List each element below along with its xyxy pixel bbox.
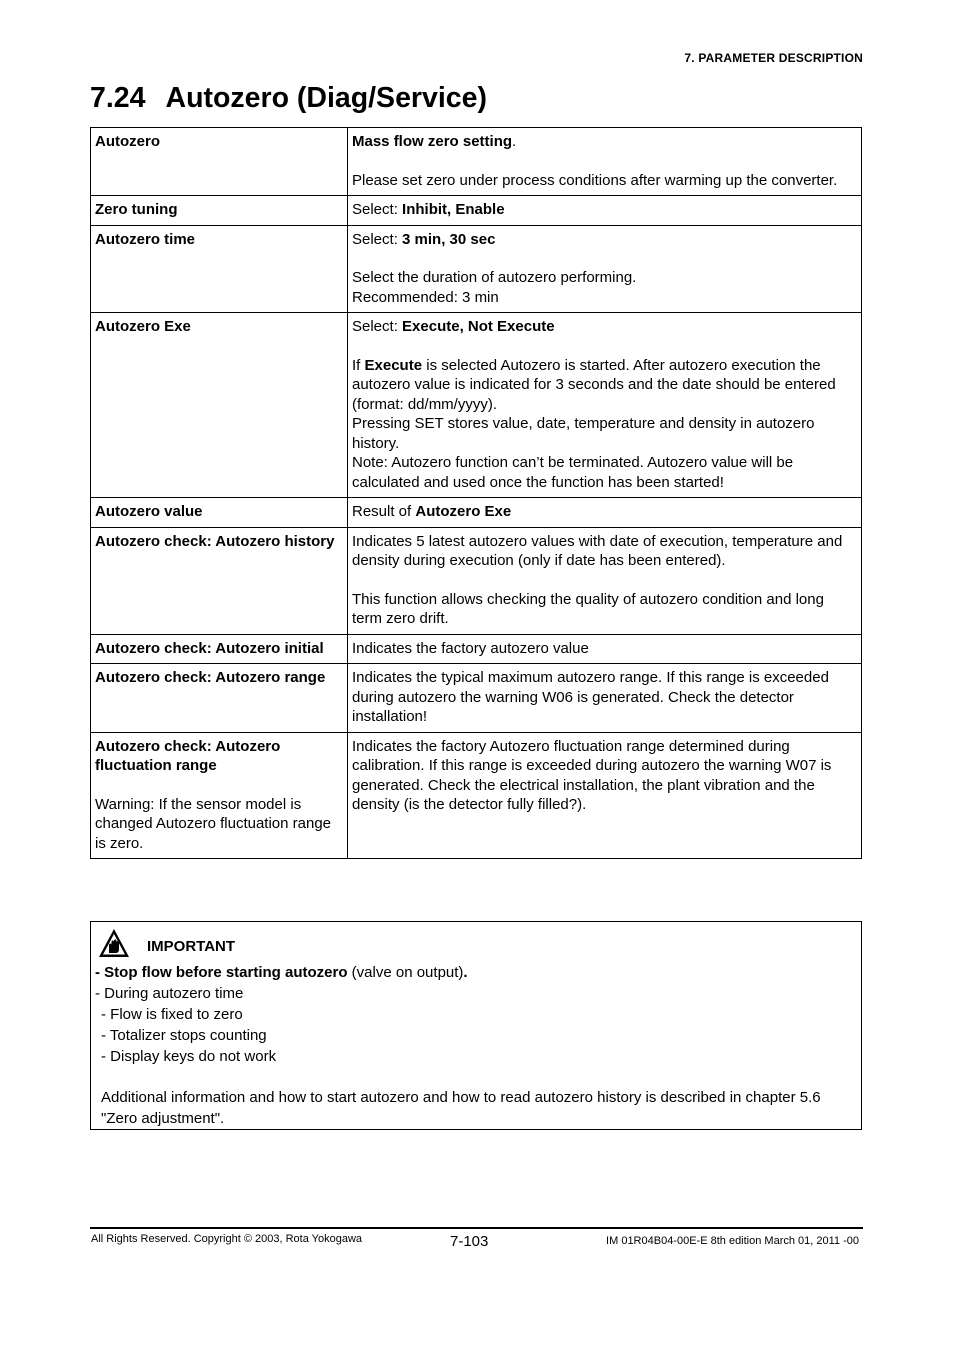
important-text: . — [463, 964, 468, 981]
section-title — [90, 82, 487, 115]
footer-document-id: IM 01R04B04-00E-E 8th edition March 01, 2011 -00 — [606, 1235, 859, 1247]
param-description — [348, 196, 862, 226]
param-desc-text: Indicates the factory autozero value — [352, 639, 589, 657]
param-desc-bold: Autozero Exe — [415, 503, 512, 520]
param-description — [348, 664, 862, 733]
param-desc-bold: Execute — [364, 356, 423, 374]
param-name: Autozero Exe — [91, 313, 348, 498]
table-row — [91, 527, 862, 634]
param-desc-bold: Inhibit, Enable — [402, 201, 505, 218]
param-desc-text: Select: — [352, 201, 403, 218]
param-description — [348, 732, 862, 859]
param-desc-text: Recommended: 3 min — [352, 288, 499, 306]
param-desc-text: Select: — [352, 318, 403, 335]
important-bold-line: - Stop flow before starting autozero — [95, 964, 348, 981]
table-row — [91, 313, 862, 498]
important-text: - Totalizer stops counting — [101, 1027, 267, 1044]
running-head: 7. PARAMETER DESCRIPTION — [684, 51, 863, 65]
param-desc-text: Result of — [352, 503, 416, 520]
important-box — [90, 921, 862, 1130]
param-name: Autozero check: Autozero history — [91, 527, 348, 634]
important-text: - Flow is fixed to zero — [101, 1006, 243, 1023]
warning-hand-icon — [98, 928, 130, 958]
table-row — [91, 634, 862, 664]
param-description — [348, 225, 862, 313]
param-desc-text: Select: — [352, 230, 403, 248]
param-desc-text: Pressing SET stores value, date, temperature and density in autozero history. — [352, 415, 815, 452]
param-desc-text: is selected Autozero is started. After autozero execution the autozero value is indicated for 3 seconds and the date should be entered (format: dd/mm/yyyy). — [352, 356, 836, 413]
param-description — [348, 634, 862, 664]
param-name-cell — [91, 732, 348, 859]
param-description — [348, 313, 862, 498]
table-row — [91, 498, 862, 528]
param-desc-text: This function allows checking the quality of autozero condition and long term zero drift. — [352, 590, 824, 627]
param-description — [348, 527, 862, 634]
param-name: Autozero check: Autozero range — [91, 664, 348, 733]
footer-rule — [90, 1227, 863, 1229]
param-name: Autozero value — [91, 498, 348, 528]
param-desc-text: Note: Autozero function can’t be terminated. Autozero value will be calculated and used once the function has been started! — [352, 454, 794, 491]
param-desc-text: Indicates 5 latest autozero values with date of execution, temperature and density during execution (only if date has been entered). — [352, 532, 843, 569]
important-text: - Display keys do not work — [101, 1048, 277, 1065]
table-row — [91, 128, 862, 196]
param-desc-text: Please set zero under process conditions after warming up the converter. — [352, 171, 838, 189]
param-name: Autozero time — [91, 225, 348, 313]
param-name: Autozero check: Autozero fluctuation range — [95, 737, 281, 774]
table-row — [91, 196, 862, 226]
important-text: (valve on output) — [347, 964, 464, 981]
important-title: IMPORTANT — [147, 938, 236, 955]
page-number: 7-103 — [450, 1233, 489, 1250]
param-desc-bold: 3 min, 30 sec — [402, 230, 496, 248]
param-name-note: Warning: If the sensor model is changed Autozero fluctuation range is zero. — [95, 795, 332, 852]
param-desc-bold: Execute, Not Execute — [402, 318, 555, 335]
table-row — [91, 664, 862, 733]
table-row — [91, 225, 862, 313]
footer-copyright: All Rights Reserved. Copyright © 2003, Rota Yokogawa — [91, 1233, 363, 1245]
important-paragraph: Additional information and how to start autozero and how to read autozero history is described in chapter 5.6 "Zero adjustment". — [101, 1089, 821, 1127]
param-description — [348, 498, 862, 528]
important-text: - During autozero time — [95, 985, 244, 1002]
parameter-table — [90, 127, 862, 859]
param-desc-text: Indicates the factory Autozero fluctuation range determined during calibration. If this range is exceeded during autozero the warning W07 is generated. Check the electrical installation, the plant vibration and the density (is the detector fully filled?). — [352, 737, 832, 813]
important-body — [95, 962, 857, 1129]
param-name: Autozero check: Autozero initial — [91, 634, 348, 664]
section-number: 7.24 — [90, 82, 146, 114]
param-name: Autozero — [91, 128, 348, 196]
param-name: Zero tuning — [91, 196, 348, 226]
param-desc-text: Indicates the typical maximum autozero range. If this range is exceeded during autozero the warning W06 is generated. Check the detector installation! — [352, 669, 829, 725]
param-desc-bold: Mass flow zero setting — [352, 133, 513, 150]
param-description — [348, 128, 862, 196]
param-desc-text: Select the duration of autozero performing. — [352, 269, 637, 286]
param-desc-text: . — [512, 133, 517, 150]
section-title-text: Autozero (Diag/Service) — [165, 82, 487, 114]
table-row — [91, 732, 862, 859]
param-desc-text: If — [352, 356, 365, 374]
